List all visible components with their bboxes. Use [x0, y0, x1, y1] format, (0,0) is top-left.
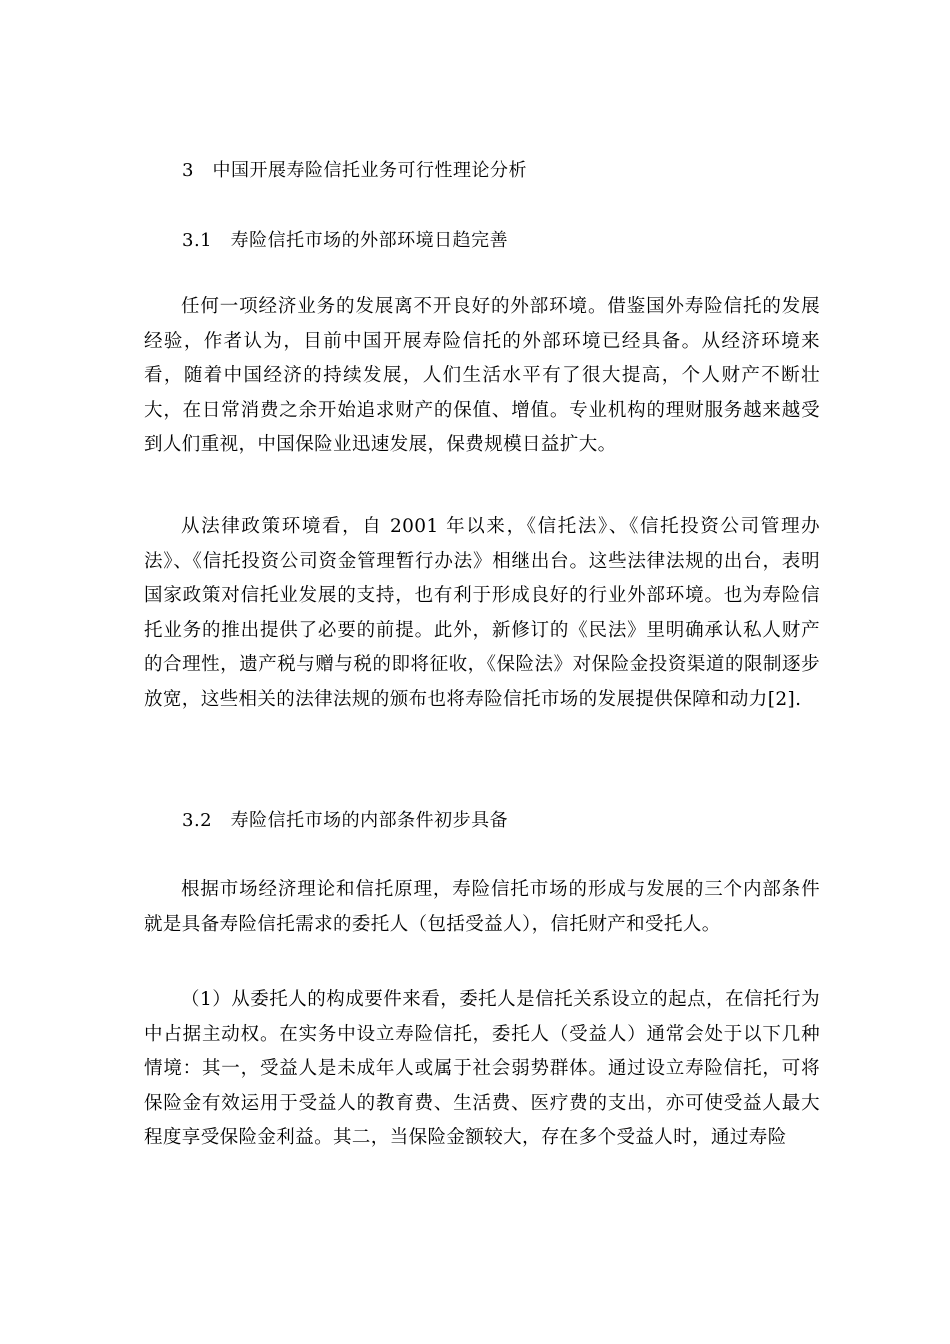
section-3-1-heading: 3.1 寿险信托市场的外部环境日趋完善 — [182, 230, 509, 251]
section-3-2-paragraph-2: （1）从委托人的构成要件来看，委托人是信托关系设立的起点，在信托行为中占据主动权。在实务中设立寿险信托，委托人（受益人）通常会处于以下几种情境：其一，受益人是未成年人或属于社会弱势群体。通过设立寿险信托，可将保险金有效运用于受益人的教育费、生活费、医疗费的支出，亦可使受益人最大程度享受保险金利益。其二，当保险金额较大，存在多个受益人时，通过寿险 — [144, 989, 820, 1148]
section-3-heading: 3 中国开展寿险信托业务可行性理论分析 — [182, 160, 527, 181]
section-3-2-paragraph-1: 根据市场经济理论和信托原理，寿险信托市场的形成与发展的三个内部条件就是具备寿险信托需求的委托人（包括受益人），信托财产和受托人。 — [144, 879, 820, 935]
section-3-2-heading: 3.2 寿险信托市场的内部条件初步具备 — [182, 810, 509, 831]
section-3-1-paragraph-2: 从法律政策环境看，自 2001 年以来，《信托法》、《信托投资公司管理办法》、《信托投资公司资金管理暂行办法》相继出台。这些法律法规的出台，表明国家政策对信托业发展的支持，也有利于形成良好的行业外部环境。也为寿险信托业务的推出提供了必要的前提。此外，新修订的《民法》里明确承认私人财产的合理性，遗产税与赠与税的即将征收，《保险法》对保险金投资渠道的限制逐步放宽，这些相关的法律法规的颁布也将寿险信托市场的发展提供保障和动力[2]. — [144, 516, 820, 710]
section-3-1-paragraph-1: 任何一项经济业务的发展离不开良好的外部环境。借鉴国外寿险信托的发展经验，作者认为，目前中国开展寿险信托的外部环境已经具备。从经济环境来看，随着中国经济的持续发展，人们生活水平有了很大提高，个人财产不断壮大，在日常消费之余开始追求财产的保值、增值。专业机构的理财服务越来越受到人们重视，中国保险业迅速发展，保费规模日益扩大。 — [144, 296, 820, 455]
